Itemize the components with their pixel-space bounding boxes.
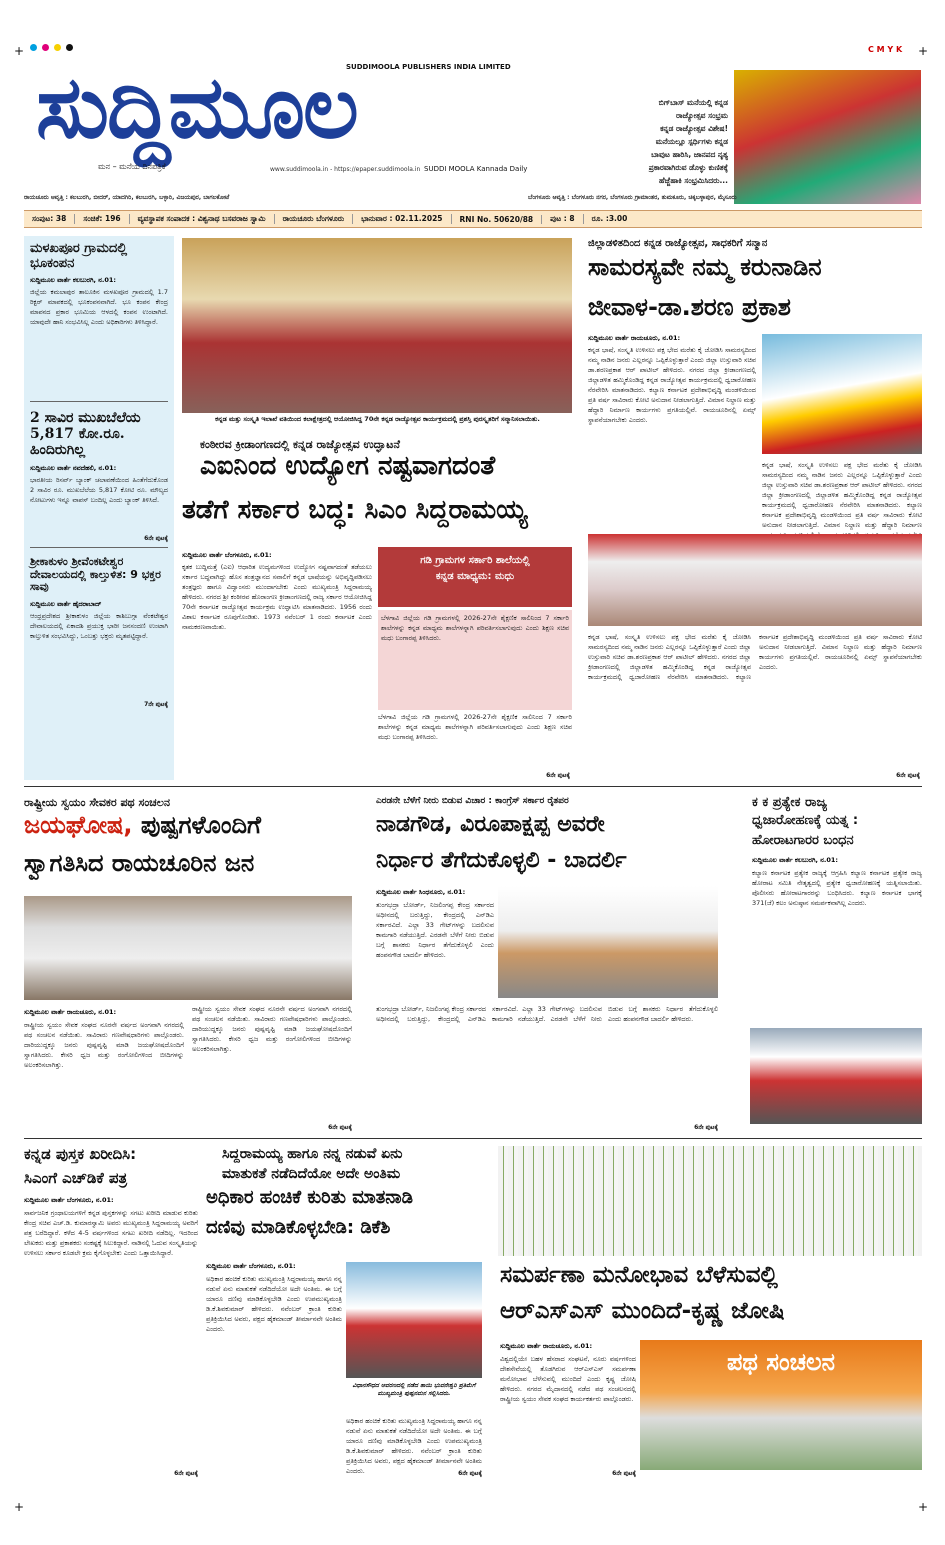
volume: ಸಂಪುಟ: 38 bbox=[24, 214, 75, 224]
price: ರೂ. :3.00 bbox=[591, 214, 628, 223]
box-headline-2: ಕನ್ನಡ ಮಾಧ್ಯಮ: ಮಧು bbox=[435, 571, 515, 582]
minister-flag-photo bbox=[762, 334, 922, 454]
stage-banner-text: ಪಥ ಸಂಚಲನ bbox=[727, 1348, 835, 1376]
byline: ಸುದ್ದಿಮೂಲ ವಾರ್ತೆ ಕಲಬುರಗಿ, ನ.01: bbox=[752, 856, 838, 864]
continued: 7ನೇ ಪುಟಕ್ಕೆ bbox=[144, 701, 168, 709]
tagline: ಮನ – ಮನೆಯ ದಿನಪತ್ರಿಕೆ bbox=[98, 162, 166, 171]
dks-headline-2[interactable]: ಮಾತುಕತೆ ನಡೆದಿದೆಯೋ ಅದೇ ಅಂತಿಮ bbox=[222, 1166, 401, 1182]
joshi-headline-2[interactable]: ಆರ್‌ಎಸ್‌ಎಸ್ ಮುಂದಿದೆ-ಕೃಷ್ಣ ಜೋಷಿ bbox=[500, 1298, 785, 1324]
continued: 6ನೇ ಪುಟಕ್ಕೆ bbox=[612, 1470, 636, 1477]
box-headline-1: ಗಡಿ ಗ್ರಾಮಗಳ ಸರ್ಕಾರಿ ಶಾಲೆಯಲ್ಲಿ bbox=[420, 555, 530, 566]
book-headline-1[interactable]: ಕನ್ನಡ ಪುಸ್ತಕ ಖರೀದಿಸಿ: bbox=[24, 1145, 137, 1163]
cmyk-label: C M Y K bbox=[868, 45, 903, 54]
rni: RNI No. 50620/88 bbox=[452, 215, 543, 224]
bardli-body: ತುಂಗಭದ್ರಾ ಬೋರ್ಡ್, ನಿಜಲಿಂಗಪ್ಪ ಕೇಂದ್ರ ಸರ್ಕಾರದ ಅಧೀನದಲ್ಲಿ ಬರುತ್ತಿದ್ದು, ಕೇಂದ್ರದಲ್ಲಿ ಎನ್‌ಡಿಎ ಸರ್ಕಾರವಿದೆ. ಎಲ್ಲಾ 33 ಗೇಟ್‌ಗಳನ್ನು ಬದಲಿಸುವ ಕಾಮಗಾರಿ ನಡೆಯುತ್ತಿದೆ. ಎರಡನೇ ಬೆಳೆಗೆ ನೀರು ಬಿಡುವ ಬಗ್ಗೆ ಶಾಸಕರು ನಿರ್ಧಾರ ತೆಗೆದುಕೊಳ್ಳಲಿ ಎಂದು ಹಂಪನಗೌಡ ಬಾದರ್ಲಿ ಹೇಳಿದರು. bbox=[376, 901, 494, 959]
lead-headline-2[interactable]: ತಡೆಗೆ ಸರ್ಕಾರ ಬದ್ಧ: ಸಿಎಂ ಸಿದ್ದರಾಮಯ್ಯ bbox=[182, 495, 528, 525]
masthead-title: ಸುದ್ದಿಮೂಲ bbox=[36, 57, 357, 158]
press-meet-photo bbox=[498, 886, 718, 998]
crop-mark: + bbox=[14, 1500, 25, 1514]
continued: 6ನೇ ಪುಟಕ್ಕೆ bbox=[546, 772, 570, 779]
right-body-more: ಕನ್ನಡ ಭಾಷೆ, ಸಂಸ್ಕೃತಿ ಉಳಿಸಲು ಪಕ್ಷ ಭೇದ ಮರೆತು ಕೈ ಜೋಡಿಸಿ ಸಾಮರಸ್ಯದಿಂದ ನಮ್ಮ ನಾಡಿನ ಜನರು ಎಲ್ಲರನ್ನೂ ಒಪ್ಪಿಕೊಳ್ಳುತ್ತಾರೆ ಎಂದು ಜಿಲ್ಲಾ ಉಸ್ತುವಾರಿ ಸಚಿವ ಡಾ.ಶರಣಪ್ರಕಾಶ ಆರ್ ಪಾಟೀಲ್ ಹೇಳಿದರು. ನಗರದ ಜಿಲ್ಲಾ ಕ್ರೀಡಾಂಗಣದಲ್ಲಿ ಜಿಲ್ಲಾಡಳಿತ ಹಮ್ಮಿಕೊಂಡಿದ್ದ ಕನ್ನಡ ರಾಜ್ಯೋತ್ಸವ ಕಾರ್ಯಕ್ರಮದಲ್ಲಿ ಧ್ವಜಾರೋಹಣ ನೆರವೇರಿಸಿ ಮಾತನಾಡಿದರು. ಕಲ್ಯಾಣ ಕರ್ನಾಟಕ ಪ್ರದೇಶಾಭಿವೃದ್ಧಿ ಮಂಡಳಿಯಿಂದ ಪ್ರತಿ ವರ್ಷ ಸಾವಿರಾರು ಕೋಟಿ ಅನುದಾನ ನೀಡಲಾಗುತ್ತಿದೆ. ವಿಮಾನ ನಿಲ್ದಾಣ ಮತ್ತು ಹೆದ್ದಾರಿ ನಿರ್ಮಾಣ ಕಾರ್ಯಗಳು ಪ್ರಗತಿಯಲ್ಲಿವೆ. ರಾಯಚೂರಿನಲ್ಲಿ ಏಮ್ಸ್ ಸ್ಥಾಪನೆಯಾಗಬೇಕು ಎಂದರು. bbox=[588, 633, 922, 681]
editions-left: ರಾಯಚೂರು ಆವೃತ್ತಿ : ಕಲಬುರಗಿ, ಬೀದರ್, ಯಾದಗಿರಿ, ಕಲಬುರಗಿ, ಬಳ್ಳಾರಿ, ವಿಜಯಪುರ, ಬಾಗಲಕೋಟೆ bbox=[24, 194, 230, 201]
website: www.suddimoola.in - https://epaper.suddimoola.in bbox=[270, 166, 421, 173]
story-body: ಭಾರತೀಯ ರಿಸರ್ವ್ ಬ್ಯಾಂಕ್ ಚಲಾವಣೆಯಿಂದ ಹಿಂತೆಗೆದುಕೊಂಡ 2 ಸಾವಿರ ರೂ. ಮುಖಬೆಲೆಯ 5,817 ಕೋಟಿ ರೂ. ಮೌಲ್ಯದ ನೋಟುಗಳು ಇನ್ನೂ ವಾಪಸ್ ಬಂದಿಲ್ಲ ಎಂದು ಬ್ಯಾಂಕ್ ತಿಳಿಸಿದೆ. bbox=[30, 476, 168, 505]
bardli-body-continued: ತುಂಗಭದ್ರಾ ಬೋರ್ಡ್, ನಿಜಲಿಂಗಪ್ಪ ಕೇಂದ್ರ ಸರ್ಕಾರದ ಅಧೀನದಲ್ಲಿ ಬರುತ್ತಿದ್ದು, ಕೇಂದ್ರದಲ್ಲಿ ಎನ್‌ಡಿಎ ಸರ್ಕಾರವಿದೆ. ಎಲ್ಲಾ 33 ಗೇಟ್‌ಗಳನ್ನು ಬದಲಿಸುವ ಕಾಮಗಾರಿ ನಡೆಯುತ್ತಿದೆ. ಎರಡನೇ ಬೆಳೆಗೆ ನೀರು ಬಿಡುವ ಬಗ್ಗೆ ಶಾಸಕರು ನಿರ್ಧಾರ ತೆಗೆದುಕೊಳ್ಳಲಿ ಎಂದು ಹಂಪನಗೌಡ ಬಾದರ್ಲಿ ಹೇಳಿದರು. bbox=[376, 1005, 718, 1023]
right-body-bottom bbox=[588, 632, 922, 772]
byline: ಸುದ್ದಿಮೂಲ ವಾರ್ತೆ ಬೆಂಗಳೂರು, ನ.01: bbox=[24, 1196, 114, 1204]
promo-line: ರಾಜ್ಯೋತ್ಸವ ಸಂಭ್ರಮ bbox=[676, 111, 728, 120]
pages: ಪುಟ : 8 bbox=[542, 214, 583, 224]
story-headline[interactable]: 2 ಸಾವಿರ ಮುಖಬೆಲೆಯ 5,817 ಕೋ.ರೂ. ಹಿಂದಿರುಗಿಲ್ಲ bbox=[30, 409, 141, 459]
promo-line: ಮನೆಯಲ್ಲೂ ಸ್ಪರ್ಧಿಗಳು ಕನ್ನಡ bbox=[655, 137, 728, 146]
byline: ಸುದ್ದಿಮೂಲ ವಾರ್ತೆ ನವದೆಹಲಿ, ನ.01: bbox=[30, 464, 117, 473]
right-body-continued: ಕನ್ನಡ ಭಾಷೆ, ಸಂಸ್ಕೃತಿ ಉಳಿಸಲು ಪಕ್ಷ ಭೇದ ಮರೆತು ಕೈ ಜೋಡಿಸಿ ಸಾಮರಸ್ಯದಿಂದ ನಮ್ಮ ನಾಡಿನ ಜನರು ಎಲ್ಲರನ್ನೂ ಒಪ್ಪಿಕೊಳ್ಳುತ್ತಾರೆ ಎಂದು ಜಿಲ್ಲಾ ಉಸ್ತುವಾರಿ ಸಚಿವ ಡಾ.ಶರಣಪ್ರಕಾಶ ಆರ್ ಪಾಟೀಲ್ ಹೇಳಿದರು. ನಗರದ ಜಿಲ್ಲಾ ಕ್ರೀಡಾಂಗಣದಲ್ಲಿ ಜಿಲ್ಲಾಡಳಿತ ಹಮ್ಮಿಕೊಂಡಿದ್ದ ಕನ್ನಡ ರಾಜ್ಯೋತ್ಸವ ಕಾರ್ಯಕ್ರಮದಲ್ಲಿ ಧ್ವಜಾರೋಹಣ ನೆರವೇರಿಸಿ ಮಾತನಾಡಿದರು. ಕಲ್ಯಾಣ ಕರ್ನಾಟಕ ಪ್ರದೇಶಾಭಿವೃದ್ಧಿ ಮಂಡಳಿಯಿಂದ ಪ್ರತಿ ವರ್ಷ ಸಾವಿರಾರು ಕೋಟಿ ಅನುದಾನ ನೀಡಲಾಗುತ್ತಿದೆ. ವಿಮಾನ ನಿಲ್ದಾಣ ಮತ್ತು ಹೆದ್ದಾರಿ ನಿರ್ಮಾಣ bbox=[762, 461, 922, 529]
dks-headline-1[interactable]: ಸಿದ್ದರಾಮಯ್ಯ ಹಾಗೂ ನನ್ನ ನಡುವೆ ಏನು bbox=[222, 1146, 403, 1162]
dks-body: ಅಧಿಕಾರ ಹಂಚಿಕೆ ಕುರಿತು ಮುಖ್ಯಮಂತ್ರಿ ಸಿದ್ದರಾಮಯ್ಯ ಹಾಗೂ ನನ್ನ ನಡುವೆ ಏನು ಮಾತುಕತೆ ನಡೆದಿದೆಯೋ ಅದೇ ಅಂತಿಮ. ಈ ಬಗ್ಗೆ ಯಾರೂ ದಣಿವು ಮಾಡಿಕೊಳ್ಳಬೇಡಿ ಎಂದು ಉಪಮುಖ್ಯಮಂತ್ರಿ ಡಿ.ಕೆ.ಶಿವಕುಮಾರ್ ಹೇಳಿದರು. ನವೆಂಬರ್ ಕ್ರಾಂತಿ ಕುರಿತು ಪ್ರತಿಕ್ರಿಯಿಸಿದ ಅವರು, ಪಕ್ಷದ ಹೈಕಮಾಂಡ್ ತೀರ್ಮಾನವೇ ಅಂತಿಮ ಎಂದರು. bbox=[206, 1275, 342, 1333]
continued: 6ನೇ ಪುಟಕ್ಕೆ bbox=[458, 1470, 482, 1477]
rss-march-photo bbox=[24, 896, 352, 1000]
byline: ಸುದ್ದಿಮೂಲ ವಾರ್ತೆ ಬೆಂಗಳೂರು, ನ.01: bbox=[182, 551, 272, 559]
editor: ವ್ಯವಸ್ಥಾಪಕ ಸಂಪಾದಕ : ವಿಶ್ವನಾಥ ಬಸವರಾಜ ಸ್ವಾಮಿ bbox=[130, 214, 275, 224]
rss-headline-red: ಜಯಘೋಷ, bbox=[24, 811, 133, 839]
kk-headline-1[interactable]: ಕ ಕ ಪ್ರತ್ಯೇಕ ರಾಜ್ಯ bbox=[752, 795, 827, 810]
right-body-col2 bbox=[762, 460, 922, 532]
bardli-kicker: ಎರಡನೇ ಬೆಳೆಗೆ ನೀರು ಬಿಡುವ ವಿಚಾರ : ಕಾಂಗ್ರೆಸ್ ಸರ್ಕಾರ ರೈತಪರ bbox=[376, 796, 569, 806]
byline: ಸುದ್ದಿಮೂಲ ವಾರ್ತೆ ಬೆಂಗಳೂರು, ನ.01: bbox=[206, 1262, 296, 1270]
right-headline-2[interactable]: ಜೀವಾಳ-ಡಾ.ಶರಣ ಪ್ರಕಾಶ bbox=[588, 293, 791, 321]
publisher-name: SUDDIMOOLA PUBLISHERS INDIA LIMITED bbox=[346, 63, 511, 71]
story-body: ಜಿಲ್ಲೆಯ ಕಮಲಾಪುರ ತಾಲೂಕಿನ ಮಳಖಪೂರ ಗ್ರಾಮದಲ್ಲಿ 1.7 ರಿಕ್ಟರ್ ಮಾಪಕದಲ್ಲಿ ಭೂಕಂಪನವಾಗಿದೆ. ಭೂ ಕಂಪನ ಕೇಂದ್ರ ಮಾಪನದ ಪ್ರಕಾರ ಭೂಮಿಯ ಆಳದಲ್ಲಿ ಕಂಪನ ಉಂಟಾಗಿದೆ. ಯಾವುದೇ ಹಾನಿ ಸಂಭವಿಸಿಲ್ಲ ಎಂದು ಅಧಿಕಾರಿಗಳು ತಿಳಿಸಿದ್ದಾರೆ. bbox=[30, 287, 168, 326]
lead-body-cont bbox=[378, 712, 572, 772]
bardli-body-bottom bbox=[376, 1004, 718, 1122]
info-bar bbox=[24, 210, 922, 228]
rss-body-continued: ರಾಷ್ಟ್ರೀಯ ಸ್ವಯಂ ಸೇವಕ ಸಂಘದ ನೂರನೇ ವರ್ಷದ ಅಂಗವಾಗಿ ನಗರದಲ್ಲಿ ಪಥ ಸಂಚಲನ ನಡೆಯಿತು. ಸಾವಿರಾರು ಗಣವೇಷಧಾರಿಗಳು ಪಾಲ್ಗೊಂಡರು. ದಾರಿಯುದ್ದಕ್ಕೂ ಜನರು ಪುಷ್ಪವೃಷ್ಟಿ ಮಾಡಿ ಜಯಘೋಷದೊಂದಿಗೆ ಸ್ವಾಗತಿಸಿದರು. ಕೇಸರಿ ಧ್ವಜ ಮತ್ತು ರಂಗೋಲಿಗಳಿಂದ ಬೀದಿಗಳನ್ನು ಅಲಂಕರಿಸಲಾಗಿತ್ತು. bbox=[192, 1005, 352, 1053]
cm-dcm-photo bbox=[346, 1262, 482, 1378]
date: ಭಾನುವಾರ : 02.11.2025 bbox=[353, 214, 451, 224]
byline: ಸುದ್ದಿಮೂಲ ವಾರ್ತೆ ರಾಯಚೂರು, ನ.01: bbox=[500, 1342, 593, 1350]
story-body: ಆಂಧ್ರಪ್ರದೇಶದ ಶ್ರೀಕಾಕುಳಂ ಜಿಲ್ಲೆಯ ಕಾಶಿಬುಗ್ಗಾ ವೆಂಕಟೇಶ್ವರ ದೇವಾಲಯದಲ್ಲಿ ಏಕಾದಶಿ ಪ್ರಯುಕ್ತ ಭಾರೀ ಜನಸಂದಣಿ ಉಂಟಾಗಿ ಕಾಲ್ತುಳಿತ ಸಂಭವಿಸಿದ್ದು, ಒಂಬತ್ತು ಭಕ್ತರು ಮೃತಪಟ್ಟಿದ್ದಾರೆ. bbox=[30, 612, 168, 641]
editions-right: ಬೆಂಗಳೂರು ಆವೃತ್ತಿ : ಬೆಂಗಳೂರು ನಗರ, ಬೆಂಗಳೂರು ಗ್ರಾಮಾಂತರ, ತುಮಕೂರು, ಚಿಕ್ಕಬಳ್ಳಾಪುರ, ಮೈಸೂರು bbox=[528, 194, 737, 201]
promo-box[interactable] bbox=[596, 70, 921, 204]
dks-photo-caption: ವಿಧಾನಸೌಧದ ಆವರಣದಲ್ಲಿ ನಡೆದ ತಾಯಿ ಭುವನೇಶ್ವರಿ ಪ್ರತಿಮೆಗೆ ಮುಖ್ಯಮಂತ್ರಿ ಪುಷ್ಪನಮನ ಸಲ್ಲಿಸಿದರು. bbox=[352, 1382, 476, 1397]
continued: 6ನೇ ಪುಟಕ್ಕೆ bbox=[144, 535, 168, 543]
rss-headline-rest: ಪುಷ್ಪಗಳೊಂದಿಗೆ bbox=[140, 811, 261, 839]
rss-body-col2 bbox=[192, 1004, 352, 1122]
dks-body-continued: ಅಧಿಕಾರ ಹಂಚಿಕೆ ಕುರಿತು ಮುಖ್ಯಮಂತ್ರಿ ಸಿದ್ದರಾಮಯ್ಯ ಹಾಗೂ ನನ್ನ ನಡುವೆ ಏನು ಮಾತುಕತೆ ನಡೆದಿದೆಯೋ ಅದೇ ಅಂತಿಮ. ಈ ಬಗ್ಗೆ ಯಾರೂ ದಣಿವು ಮಾಡಿಕೊಳ್ಳಬೇಡಿ ಎಂದು ಉಪಮುಖ್ಯಮಂತ್ರಿ ಡಿ.ಕೆ.ಶಿವಕುಮಾರ್ ಹೇಳಿದರು. ನವೆಂಬರ್ ಕ್ರಾಂತಿ ಕುರಿತು ಪ್ರತಿಕ್ರಿಯಿಸಿದ ಅವರು, ಪಕ್ಷದ ಹೈಕಮಾಂಡ್ ತೀರ್ಮಾನವೇ ಅಂತಿಮ ಎಂದರು. bbox=[346, 1417, 482, 1475]
continued: 6ನೇ ಪುಟಕ್ಕೆ bbox=[694, 1124, 718, 1131]
kk-body: ಕಲ್ಯಾಣ ಕರ್ನಾಟಕ ಪ್ರತ್ಯೇಕ ರಾಜ್ಯಕ್ಕೆ ಆಗ್ರಹಿಸಿ ಕಲ್ಯಾಣ ಕರ್ನಾಟಕ ಪ್ರತ್ಯೇಕ ರಾಜ್ಯ ಹೋರಾಟ ಸಮಿತಿ ನೇತೃತ್ವದಲ್ಲಿ ಪ್ರತ್ಯೇಕ ಧ್ವಜಾರೋಹಣಕ್ಕೆ ಯತ್ನಿಸಲಾಯಿತು. ಪೊಲೀಸರು ಹೋರಾಟಗಾರರನ್ನು ಬಂಧಿಸಿದರು. ಕಲ್ಯಾಣ ಕರ್ನಾಟಕ ಭಾಗಕ್ಕೆ 371(ಜೆ) ಕಲಂ ಅನುಷ್ಠಾನ ಸಮರ್ಪಕವಾಗಿಲ್ಲ ಎಂದರು. bbox=[752, 869, 922, 907]
byline: ಸುದ್ದಿಮೂಲ ವಾರ್ತೆ ಸಿಂಧನೂರು, ನ.01: bbox=[376, 888, 466, 896]
right-body: ಕನ್ನಡ ಭಾಷೆ, ಸಂಸ್ಕೃತಿ ಉಳಿಸಲು ಪಕ್ಷ ಭೇದ ಮರೆತು ಕೈ ಜೋಡಿಸಿ ಸಾಮರಸ್ಯದಿಂದ ನಮ್ಮ ನಾಡಿನ ಜನರು ಎಲ್ಲರನ್ನೂ ಒಪ್ಪಿಕೊಳ್ಳುತ್ತಾರೆ ಎಂದು ಜಿಲ್ಲಾ ಉಸ್ತುವಾರಿ ಸಚಿವ ಡಾ.ಶರಣಪ್ರಕಾಶ ಆರ್ ಪಾಟೀಲ್ ಹೇಳಿದರು. ನಗರದ ಜಿಲ್ಲಾ ಕ್ರೀಡಾಂಗಣದಲ್ಲಿ ಜಿಲ್ಲಾಡಳಿತ ಹಮ್ಮಿಕೊಂಡಿದ್ದ ಕನ್ನಡ ರಾಜ್ಯೋತ್ಸವ ಕಾರ್ಯಕ್ರಮದಲ್ಲಿ ಧ್ವಜಾರೋಹಣ ನೆರವೇರಿಸಿ ಮಾತನಾಡಿದರು. ಕಲ್ಯಾಣ ಕರ್ನಾಟಕ ಪ್ರದೇಶಾಭಿವೃದ್ಧಿ ಮಂಡಳಿಯಿಂದ ಪ್ರತಿ ವರ್ಷ ಸಾವಿರಾರು ಕೋಟಿ ಅನುದಾನ ನೀಡಲಾಗುತ್ತಿದೆ. ವಿಮಾನ ನಿಲ್ದಾಣ ಮತ್ತು ಹೆದ್ದಾರಿ ನಿರ್ಮಾಣ ಕಾರ್ಯಗಳು ಪ್ರಗತಿಯಲ್ಲಿವೆ. ರಾಯಚೂರಿನಲ್ಲಿ ಏಮ್ಸ್ ಸ್ಥಾಪನೆಯಾಗಬೇಕು ಎಂದರು. bbox=[588, 346, 756, 424]
dks-headline-4[interactable]: ದಣಿವು ಮಾಡಿಕೊಳ್ಳಬೇಡಿ: ಡಿಕೆಶಿ bbox=[206, 1217, 391, 1238]
sidebar-box[interactable] bbox=[378, 547, 572, 607]
rss-kicker: ರಾಷ್ಟ್ರೀಯ ಸ್ವಯಂ ಸೇವಕರ ಪಥ ಸಂಚಲನ bbox=[24, 796, 170, 809]
dks-headline-3[interactable]: ಅಧಿಕಾರ ಹಂಚಿಕೆ ಕುರಿತು ಮಾತನಾಡಿ bbox=[206, 1187, 413, 1208]
felicitation-photo bbox=[588, 534, 922, 626]
rajyotsava-award-photo bbox=[182, 238, 572, 413]
registration-dots bbox=[30, 44, 80, 52]
kk-headline-2[interactable]: ಧ್ವಜಾರೋಹಣಕ್ಕೆ ಯತ್ನ : bbox=[752, 813, 859, 828]
promo-line: ಬಾವುಟ ಹಾರಿಸಿ, ಜಾನಪದ ನೃತ್ಯ bbox=[651, 150, 728, 159]
english-name: SUDDI MOOLA Kannada Daily bbox=[424, 165, 528, 173]
book-body: ಸಾರ್ವಜನಿಕ ಗ್ರಂಥಾಲಯಗಳಿಗೆ ಕನ್ನಡ ಪುಸ್ತಕಗಳನ್ನು ಸಗಟು ಖರೀದಿ ಮಾಡುವ ಕುರಿತು ಕೇಂದ್ರ ಸಚಿವ ಎಚ್.ಡಿ. ಕುಮಾರಸ್ವಾಮಿ ಅವರು ಮುಖ್ಯಮಂತ್ರಿ ಸಿದ್ದರಾಮಯ್ಯ ಅವರಿಗೆ ಪತ್ರ ಬರೆದಿದ್ದಾರೆ. ಕಳೆದ 4-5 ವರ್ಷಗಳಿಂದ ಸಗಟು ಖರೀದಿ ನಡೆದಿಲ್ಲ. ಇದರಿಂದ ಲೇಖಕರು ಮತ್ತು ಪ್ರಕಾಶಕರು ಸಂಕಷ್ಟಕ್ಕೆ ಸಿಲುಕಿದ್ದಾರೆ. ನಾಡಿನಲ್ಲಿ ಓದುವ ಸಂಸ್ಕೃತಿಯನ್ನು ಉಳಿಸಲು ಸರ್ಕಾರ ಕೂಡಲೇ ಕ್ರಮ ಕೈಗೊಳ್ಳಬೇಕು ಎಂದು ಒತ್ತಾಯಿಸಿದ್ದಾರೆ. bbox=[24, 1209, 198, 1257]
promo-photo bbox=[734, 70, 921, 204]
joshi-headline-1[interactable]: ಸಮರ್ಪಣಾ ಮನೋಭಾವ ಬೆಳೆಸುವಲ್ಲಿ bbox=[500, 1262, 778, 1288]
crop-mark: + bbox=[918, 1500, 929, 1514]
story-headline[interactable]: ಮಳಖಪೂರ ಗ್ರಾಮದಲ್ಲಿ ಭೂಕಂಪನ bbox=[30, 241, 128, 271]
rss-headline-1[interactable] bbox=[24, 812, 261, 840]
promo-line: ಹೆಜ್ಜೆಹಾಕಿ ಸಂಭ್ರಮಿಸಿದರು... bbox=[659, 176, 728, 185]
book-headline-2[interactable]: ಸಿಎಂಗೆ ಎಚ್‌ಡಿಕೆ ಪತ್ರ bbox=[24, 1169, 128, 1187]
byline: ಸುದ್ದಿಮೂಲ ವಾರ್ತೆ ಹೈದರಾಬಾದ್ bbox=[30, 600, 102, 609]
rss-ground-photo bbox=[498, 1146, 922, 1256]
left-column bbox=[24, 236, 174, 780]
lead-kicker: ಕಂಠೀರವ ಕ್ರೀಡಾಂಗಣದಲ್ಲಿ ಕನ್ನಡ ರಾಜ್ಯೋತ್ಸವ ಉದ್ಘಾಟನೆ bbox=[200, 438, 400, 451]
bardli-headline-2[interactable]: ನಿರ್ಧಾರ ತೆಗೆದುಕೊಳ್ಳಲಿ - ಬಾದರ್ಲಿ bbox=[376, 848, 627, 873]
byline: ಸುದ್ದಿಮೂಲ ವಾರ್ತೆ ರಾಯಚೂರು, ನ.01: bbox=[588, 334, 681, 342]
cities: ರಾಯಚೂರು ಬೆಂಗಳೂರು bbox=[275, 214, 354, 224]
lead-body: ಕೃತಕ ಬುದ್ಧಿಮತ್ತೆ (ಎಐ) ಆಧಾರಿತ ಉದ್ಯಮಗಳಿಂದ ಉದ್ಯೋಗ ನಷ್ಟವಾಗದಂತೆ ತಡೆಯಲು ಸರ್ಕಾರ ಬದ್ಧವಾಗಿದ್ದು ಹೊಸ ತಂತ್ರಜ್ಞಾನದ ಸವಾಲಿಗೆ ಕನ್ನಡ ಭಾಷೆಯನ್ನು ಅಭಿವೃದ್ಧಿಪಡಿಸಲು ತಂತ್ರಜ್ಞರು ಹಾಗೂ ವಿದ್ವಾಂಸರು ಮುಂದಾಗಬೇಕು ಎಂದು ಮುಖ್ಯಮಂತ್ರಿ ಸಿದ್ದರಾಮಯ್ಯ ಹೇಳಿದರು. ನಗರದ ಶ್ರೀ ಕಂಠೀರವ ಹೊರಾಂಗಣ ಕ್ರೀಡಾಂಗಣದಲ್ಲಿ ರಾಜ್ಯ ಸರ್ಕಾರ ಆಯೋಜಿಸಿದ್ದ 70ನೇ ಕರ್ನಾಟಕ ರಾಜ್ಯೋತ್ಸವ ಕಾರ್ಯಕ್ರಮ ಉದ್ಘಾಟಿಸಿ ಮಾತನಾಡಿದರು. 1956 ರಂದು ವಿಶಾಲ ಕರ್ನಾಟಕ ರೂಪುಗೊಂಡಿತು. 1973 ನವೆಂಬರ್ 1 ರಂದು ಕರ್ನಾಟಕ ಎಂದು ನಾಮಕರಣವಾಯಿತು. bbox=[182, 563, 372, 631]
divider bbox=[24, 786, 922, 787]
lead-body-continued: ಬೆಳಗಾವಿ ಜಿಲ್ಲೆಯ ಗಡಿ ಗ್ರಾಮಗಳಲ್ಲಿ 2026-27ನೇ ಶೈಕ್ಷಣಿಕ ಸಾಲಿನಿಂದ 7 ಸರ್ಕಾರಿ ಶಾಲೆಗಳನ್ನು ಕನ್ನಡ ಮಾಧ್ಯಮ ಶಾಲೆಗಳನ್ನಾಗಿ ಪರಿವರ್ತಿಸಲಾಗುವುದು ಎಂದು ಶಿಕ್ಷಣ ಸಚಿವ ಮಧು ಬಂಗಾರಪ್ಪ ತಿಳಿಸಿದರು. bbox=[378, 713, 572, 741]
continued: 6ನೇ ಪುಟಕ್ಕೆ bbox=[174, 1470, 198, 1477]
divider bbox=[24, 1138, 922, 1139]
byline: ಸುದ್ದಿಮೂಲ ವಾರ್ತೆ ರಾಯಚೂರು, ನ.01: bbox=[24, 1008, 117, 1016]
joshi-body: ವಿಶ್ವದಲ್ಲಿಯೇ ಬಹಳ ಹೆಸರಾದ ಸಂಘಟನೆ, ನೂರು ವರ್ಷಗಳಿಂದ ದೇಶಸೇವೆಯಲ್ಲಿ ತೊಡಗಿರುವ ಆರ್‌ಎಸ್‌ಎಸ್ ಸಮರ್ಪಣಾ ಮನೋಭಾವ ಬೆಳೆಸುವಲ್ಲಿ ಮುಂದಿದೆ ಎಂದು ಕೃಷ್ಣ ಜೋಷಿ ಹೇಳಿದರು. ನಗರದ ಮೈದಾನದಲ್ಲಿ ನಡೆದ ಪಥ ಸಂಚಲನದಲ್ಲಿ ರಾಷ್ಟ್ರೀಯ ಸ್ವಯಂ ಸೇವಕ ಸಂಘದ ಕಾರ್ಯಕರ್ತರು ಪಾಲ್ಗೊಂಡರು. bbox=[500, 1355, 636, 1403]
issue: ಸಂಚಿಕೆ: 196 bbox=[75, 214, 129, 224]
lead-headline-1[interactable]: ಎಐನಿಂದ ಉದ್ಯೋಗ ನಷ್ಟವಾಗದಂತೆ bbox=[200, 451, 496, 481]
promo-line: ಕನ್ನಡ ರಾಜ್ಯೋತ್ಸವ ವಿಶೇಷ! bbox=[660, 124, 728, 133]
right-kicker: ಜಿಲ್ಲಾಡಳಿತದಿಂದ ಕನ್ನಡ ರಾಜ್ಯೋತ್ಸವ, ಸಾಧಕರಿಗೆ ಸನ್ಮಾನ bbox=[588, 238, 768, 249]
photo-caption: ಕನ್ನಡ ಮತ್ತು ಸಂಸ್ಕೃತಿ ಇಲಾಖೆ ವತಿಯಿಂದ ಕಲಾಕ್ಷೇತ್ರದಲ್ಲಿ ಆಯೋಜಿಸಿದ್ದ 70ನೇ ಕನ್ನಡ ರಾಜ್ಯೋತ್ಸವ ಕಾರ್ಯಕ್ರಮದಲ್ಲಿ ಪ್ರಶಸ್ತಿ ಪುರಸ್ಕೃತರಿಗೆ ಸನ್ಮಾನಿಸಲಾಯಿತು. bbox=[215, 415, 540, 423]
rss-headline-2[interactable]: ಸ್ವಾಗತಿಸಿದ ರಾಯಚೂರಿನ ಜನ bbox=[24, 849, 255, 877]
rss-body: ರಾಷ್ಟ್ರೀಯ ಸ್ವಯಂ ಸೇವಕ ಸಂಘದ ನೂರನೇ ವರ್ಷದ ಅಂಗವಾಗಿ ನಗರದಲ್ಲಿ ಪಥ ಸಂಚಲನ ನಡೆಯಿತು. ಸಾವಿರಾರು ಗಣವೇಷಧಾರಿಗಳು ಪಾಲ್ಗೊಂಡರು. ದಾರಿಯುದ್ದಕ್ಕೂ ಜನರು ಪುಷ್ಪವೃಷ್ಟಿ ಮಾಡಿ ಜಯಘೋಷದೊಂದಿಗೆ ಸ್ವಾಗತಿಸಿದರು. ಕೇಸರಿ ಧ್ವಜ ಮತ್ತು ರಂಗೋಲಿಗಳಿಂದ ಬೀದಿಗಳನ್ನು ಅಲಂಕರಿಸಲಾಗಿತ್ತು. bbox=[24, 1021, 184, 1069]
protest-photo bbox=[750, 1028, 922, 1124]
byline: ಸುದ್ದಿಮೂಲ ವಾರ್ತೆ ಕಲಬುರಗಿ, ನ.01: bbox=[30, 275, 116, 284]
story-headline[interactable]: ಶ್ರೀಕಾಕುಳಂ ಶ್ರೀವೆಂಕಟೇಶ್ವರ ದೇವಾಲಯದಲ್ಲಿ ಕಾಲ್ತುಳಿತ: 9 ಭಕ್ತರ ಸಾವು bbox=[30, 555, 161, 594]
right-headline-1[interactable]: ಸಾಮರಸ್ಯವೇ ನಮ್ಮ ಕರುನಾಡಿನ bbox=[588, 253, 822, 281]
kk-headline-3[interactable]: ಹೋರಾಟಗಾರರ ಬಂಧನ bbox=[752, 833, 854, 848]
bardli-headline-1[interactable]: ನಾಡಗೌಡ, ವಿರೂಪಾಕ್ಷಪ್ಪ ಅವರೇ bbox=[376, 812, 605, 837]
continued: 6ನೇ ಪುಟಕ್ಕೆ bbox=[896, 772, 920, 779]
promo-line: ಪ್ರಕಾರವಾಗಿರುವ ಡೊಳ್ಳು ಕುಣಿತಕ್ಕೆ bbox=[648, 163, 728, 172]
rss-stage-photo bbox=[640, 1340, 922, 1470]
box-body: ಬೆಳಗಾವಿ ಜಿಲ್ಲೆಯ ಗಡಿ ಗ್ರಾಮಗಳಲ್ಲಿ 2026-27ನೇ ಶೈಕ್ಷಣಿಕ ಸಾಲಿನಿಂದ 7 ಸರ್ಕಾರಿ ಶಾಲೆಗಳನ್ನು ಕನ್ನಡ ಮಾಧ್ಯಮ ಶಾಲೆಗಳನ್ನಾಗಿ ಪರಿವರ್ತಿಸಲಾಗುವುದು ಎಂದು ಶಿಕ್ಷಣ ಸಚಿವ ಮಧು ಬಂಗಾರಪ್ಪ ತಿಳಿಸಿದರು. bbox=[378, 610, 572, 710]
promo-line: ಬಿಗ್‌ಬಾಸ್ ಮನೆಯಲ್ಲಿ ಕನ್ನಡ bbox=[658, 98, 728, 107]
continued: 6ನೇ ಪುಟಕ್ಕೆ bbox=[328, 1124, 352, 1131]
crop-mark: + bbox=[918, 44, 929, 58]
crop-mark: + bbox=[14, 44, 25, 58]
